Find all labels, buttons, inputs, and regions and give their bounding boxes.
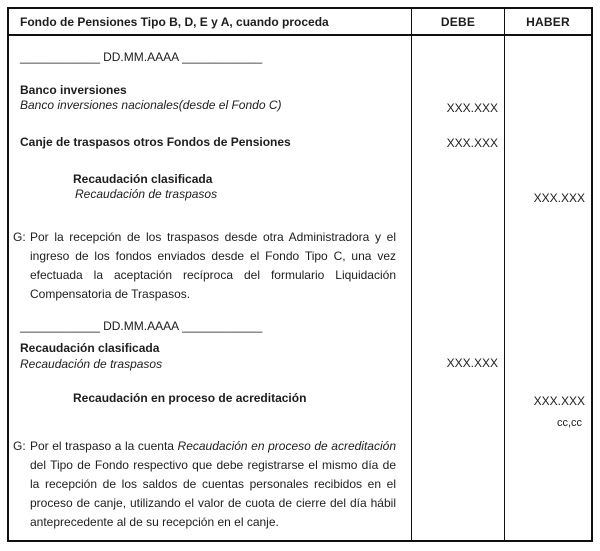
- entry1-debe-amount-2: XXX.XXX: [446, 136, 498, 150]
- entry1-debit-account-1: Banco inversiones: [20, 83, 127, 97]
- table-title: Fondo de Pensiones Tipo B, D, E y A, cuando proceda: [20, 14, 329, 29]
- entry2-debe-amount: XXX.XXX: [446, 356, 498, 370]
- account-description-column: [9, 36, 411, 540]
- entry1-haber-amount: XXX.XXX: [533, 191, 585, 205]
- debe-column: [411, 36, 504, 540]
- entry1-date-blank-right: ____________: [182, 50, 263, 64]
- entry1-gloss: [13, 228, 396, 304]
- entry1-gloss-label: G:: [13, 230, 26, 244]
- entry1-gloss-text: Por la recepción de los traspasos desde otra Administradora y el ingreso de los fondos enviados desde el Fondo Tipo C, una vez efectuada la aceptación recíproca del formulario Liquidación Compensatoria de Traspasos.: [30, 230, 396, 301]
- header-haber-cell: [504, 9, 591, 36]
- entry1-date-line: [20, 50, 262, 65]
- entry1-debe-amount-1: XXX.XXX: [446, 101, 498, 115]
- entry2-debit-account: Recaudación clasificada: [20, 341, 160, 355]
- entry2-gloss-text: [30, 437, 396, 532]
- entry2-date-line: [20, 319, 262, 334]
- entry2-date-blank-left: ____________: [20, 319, 101, 333]
- entry2-gloss-text-part1: Por el traspaso a la cuenta: [30, 439, 178, 453]
- entry2-haber-amount: XXX.XXX: [533, 394, 585, 408]
- entry2-gloss-text-italic: Recaudación en proceso de acreditación: [177, 439, 396, 453]
- entry2-date-placeholder: DD.MM.AAAA: [103, 319, 180, 333]
- header-debe-cell: [411, 9, 504, 36]
- column-header-haber: HABER: [526, 14, 570, 29]
- entry2-haber-amount-cc: cc,cc: [556, 417, 582, 429]
- entry2-gloss-text-part2: del Tipo de Fondo respectivo que debe registrarse el mismo día de la recepción de los saldos de cuentas personales recibidos en el proceso de canje, utilizando el valor de cuota de cierre del día hábil anteprecedente al de su recepción en el canje.: [30, 458, 396, 529]
- entry1-date-blank-left: ____________: [20, 50, 101, 64]
- column-header-debe: DEBE: [440, 14, 476, 29]
- entry2-date-blank-right: ____________: [182, 319, 263, 333]
- entry2-gloss: [13, 437, 396, 532]
- entry2-gloss-label: G:: [13, 439, 26, 453]
- entry1-debit-account-1-detail: Banco inversiones nacionales(desde el Fondo C): [20, 98, 282, 112]
- entry1-credit-account-detail: Recaudación de traspasos: [75, 187, 218, 201]
- haber-column: [504, 36, 591, 540]
- journal-entry-table: [7, 7, 593, 542]
- entry1-date-placeholder: DD.MM.AAAA: [103, 50, 180, 64]
- header-account-cell: [9, 9, 411, 36]
- entry2-debit-account-detail: Recaudación de traspasos: [20, 357, 163, 371]
- entry1-credit-account: Recaudación clasificada: [73, 172, 213, 186]
- entry2-credit-account: Recaudación en proceso de acreditación: [73, 391, 307, 405]
- entry1-debit-account-2: Canje de traspasos otros Fondos de Pensiones: [20, 135, 291, 149]
